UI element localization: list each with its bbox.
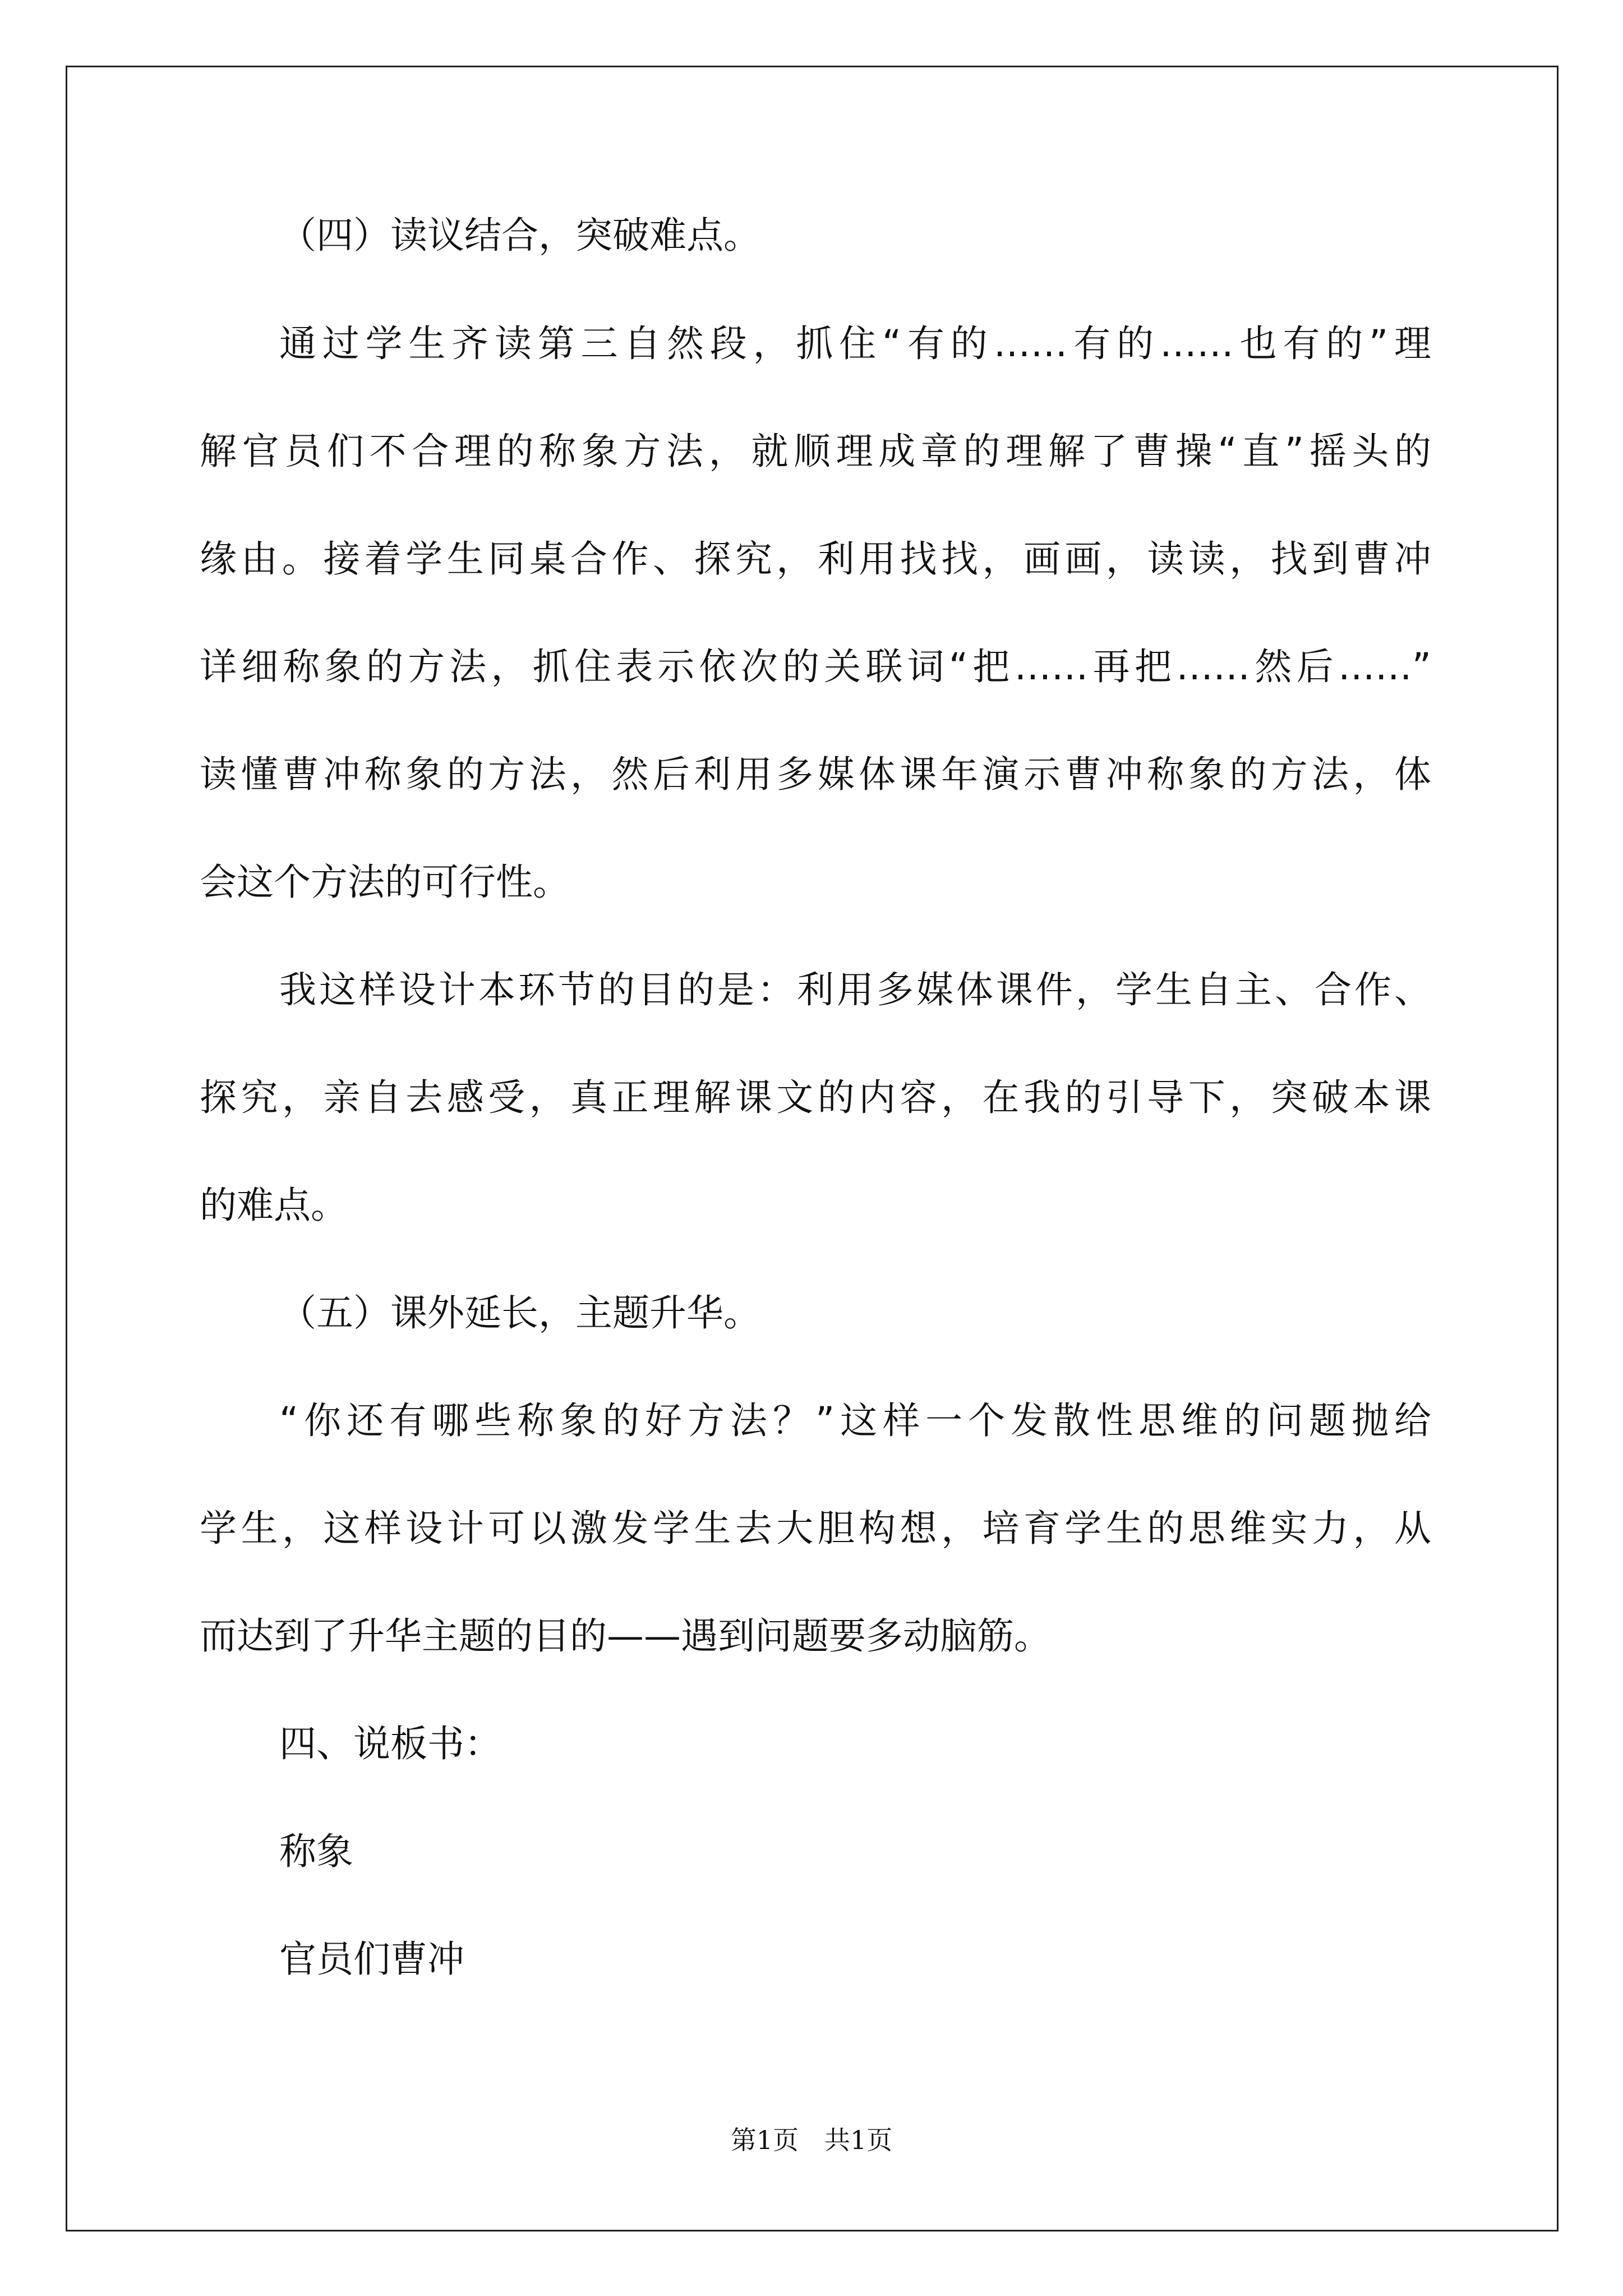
paragraph-line: 探究，亲自去感受，真正理解课文的内容，在我的引导下，突破本课 [200, 1076, 1431, 1119]
paragraph-line: 读懂曹冲称象的方法，然后利用多媒体课年演示曹冲称象的方法，体 [200, 753, 1431, 796]
page-border [66, 66, 1559, 2231]
section-heading-board: 四、说板书： [279, 1722, 501, 1765]
section-heading-five: （五）课外延长，主题升华。 [279, 1291, 760, 1335]
section-heading-four: （四）读议结合，突破难点。 [279, 214, 760, 257]
board-line: 称象 [279, 1830, 353, 1873]
paragraph-line: 会这个方法的可行性。 [200, 861, 570, 904]
paragraph-line: 详细称象的方法，抓住表示依次的关联词“把……再把……然后……” [200, 645, 1431, 688]
paragraph-line: 学生，这样设计可以激发学生去大胆构想，培育学生的思维实力，从 [200, 1507, 1431, 1550]
paragraph-line: “你还有哪些称象的好方法？”这样一个发散性思维的问题抛给 [279, 1399, 1431, 1442]
paragraph-line: 而达到了升华主题的目的——遇到问题要多动脑筋。 [200, 1614, 1051, 1658]
board-line: 官员们曹冲 [279, 1938, 464, 1981]
paragraph-line: 缘由。接着学生同桌合作、探究，利用找找，画画，读读，找到曹冲 [200, 537, 1431, 581]
paragraph-line: 我这样设计本环节的目的是：利用多媒体课件，学生自主、合作、 [279, 968, 1431, 1011]
paragraph-line: 通过学生齐读第三自然段，抓住“有的……有的……也有的”理 [279, 322, 1431, 365]
paragraph-line: 的难点。 [200, 1184, 348, 1227]
page-footer: 第1页 共1页 [730, 2125, 893, 2155]
paragraph-line: 解官员们不合理的称象方法，就顺理成章的理解了曹操“直”摇头的 [200, 430, 1431, 473]
